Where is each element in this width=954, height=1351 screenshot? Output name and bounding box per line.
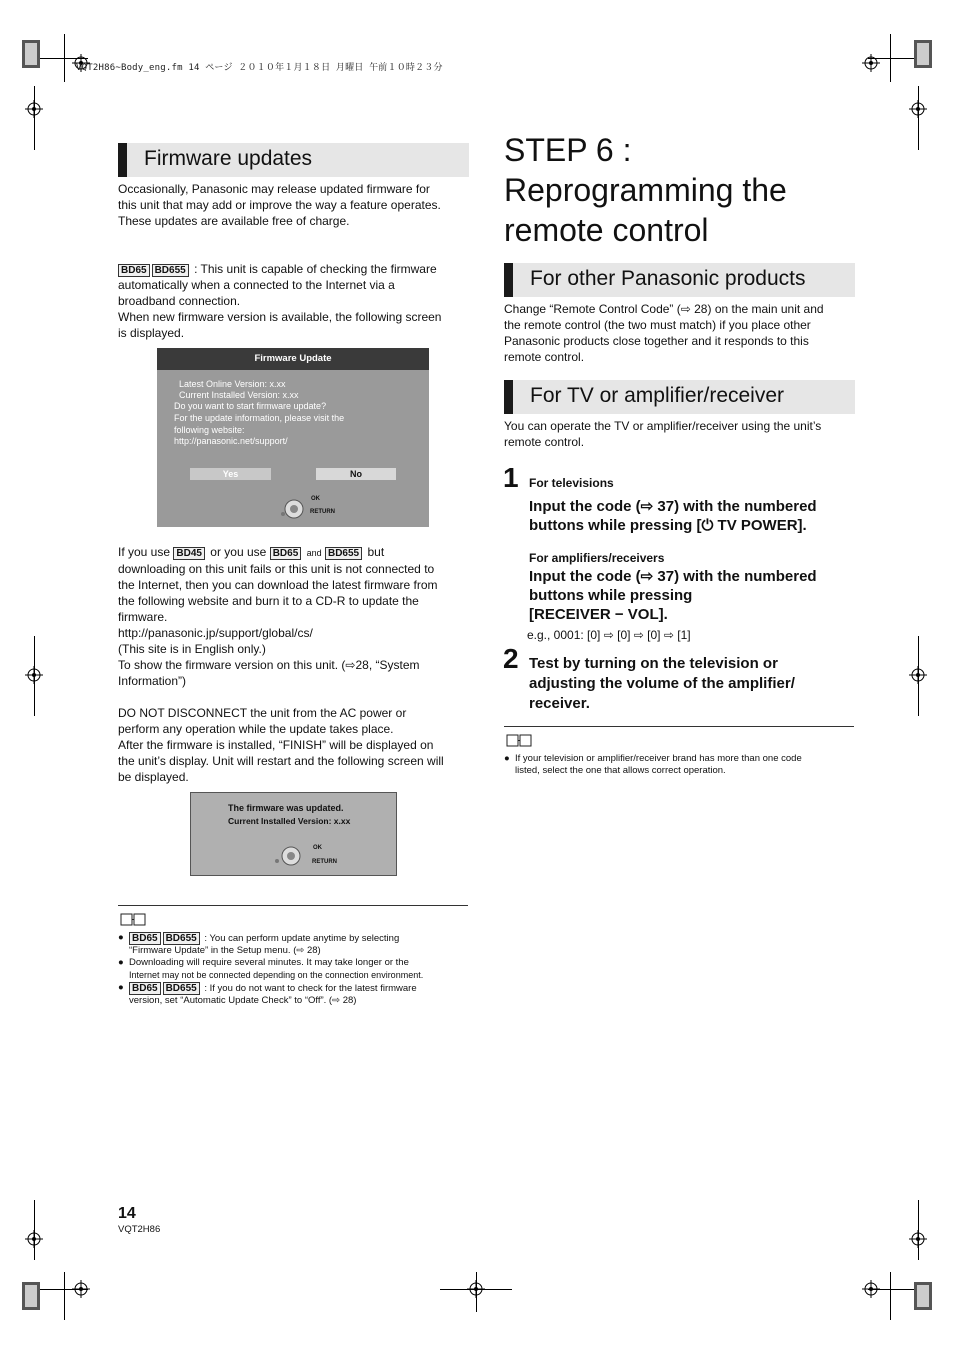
model-tag-bd65: BD65 [129, 932, 161, 945]
step-number-1: 1 [503, 462, 519, 493]
note-item: ● Downloading will require several minutes. It may take longer or the [118, 957, 409, 968]
dialog-line: For the update information, please visit the [174, 413, 345, 423]
section-heading-bar [504, 263, 513, 297]
registration-mark-icon [862, 54, 880, 72]
dialog-line: http://panasonic.net/support/ [174, 436, 288, 446]
step-number-2: 2 [503, 643, 519, 674]
model-tag-bd655: BD655 [163, 982, 200, 995]
dialog-line: following website: [174, 425, 245, 435]
model-tag-bd655: BD655 [152, 264, 189, 277]
notes-divider [504, 726, 854, 727]
registration-mark-icon [467, 1280, 485, 1298]
code-example: e.g., 0001: [0] ⇨ [0] ⇨ [0] ⇨ [1] [527, 628, 691, 642]
registration-mark-icon [25, 1230, 43, 1248]
registration-mark-icon [25, 100, 43, 118]
tv-instruction: Input the code (⇨ 37) with the numbered buttons while pressing [⏻ TV POWER]. [529, 498, 817, 534]
remote-notes: ● If your television or amplifier/receiver brand has more than one code listed, select the one that allows correct operation. [504, 753, 802, 776]
model-tag-bd65: BD65 [129, 982, 161, 995]
support-url: http://panasonic.jp/support/global/cs/ [118, 626, 313, 640]
registration-mark-icon [25, 666, 43, 684]
return-label: RETURN [312, 859, 337, 865]
color-bar-icon [914, 1282, 932, 1310]
ok-label: OK [311, 496, 320, 502]
manual-update-paragraph: If you use BD45 or you use BD65 and BD655 but downloading on this unit fails or this unit is not connected to the Internet, then you can download the latest firmware from the following website and burn it to a CD-R to update the firmware. http://panasonic.jp/support/global/cs/ (This site is in English only.) To show the firmware version on this unit. (⇨28, “System Information”) [118, 545, 438, 688]
intro-paragraph: Occasionally, Panasonic may release updated firmware for this unit that may add or improve the way a feature operates. These updates are available free of charge. [118, 182, 441, 228]
note-item: ● BD65 BD655 : If you do not want to check for the latest firmware [118, 982, 417, 994]
step2-instruction: Test by turning on the television or adjusting the volume of the amplifier/ receiver. [529, 655, 795, 712]
note-item: ● If your television or amplifier/receiver brand has more than one code [504, 753, 802, 764]
registration-mark-icon [909, 100, 927, 118]
updated-line-1: The firmware was updated. [228, 803, 344, 813]
firmware-update-dialog [157, 348, 429, 527]
step-title: STEP 6 : Reprogramming the remote control [504, 132, 787, 248]
section-title: Firmware updates [144, 147, 313, 170]
model-tag-bd655: BD655 [163, 932, 200, 945]
color-bar-icon [22, 40, 40, 68]
book-note-icon [506, 734, 532, 747]
navigation-dial-icon [273, 845, 305, 867]
book-note-icon [120, 913, 146, 926]
firmware-notes: ● BD65 BD655 : You can perform update anytime by selecting “Firmware Update” in the Setup menu. (⇨ 28) ● Downloading will require several minutes. It may take longer or the Internet may not be connected depending on the connection environment. ● BD65 BD655 : If you do not want to check for the latest firmware version, set “Automatic Update Check” to “Off”. (⇨ 28) [118, 932, 424, 1006]
page-number: 14 [118, 1205, 136, 1222]
dialog-line: Current Installed Version: x.xx [179, 390, 299, 400]
registration-mark-icon [909, 666, 927, 684]
registration-mark-icon [72, 1280, 90, 1298]
dialog-line: Do you want to start firmware update? [174, 401, 327, 411]
yes-button[interactable]: Yes [190, 468, 271, 480]
updated-line-2: Current Installed Version: x.xx [228, 816, 351, 826]
file-header-line: VQT2H86~Body_eng.fm 14 ページ ２０１０年１月１８日 月曜日 午前１０時２３分 [76, 63, 443, 73]
model-tag-bd65: BD65 [270, 547, 302, 560]
no-button[interactable]: No [316, 468, 396, 480]
registration-mark-icon [862, 1280, 880, 1298]
section-heading-bar [118, 143, 127, 177]
navigation-dial-icon [279, 498, 311, 520]
auto-check-paragraph: BD65 BD655 : This unit is capable of checking the firmware automatically when a connected to the Internet via a broadband connection. When new firmware version is available, the following screen is displayed. [118, 262, 442, 340]
panasonic-paragraph: Change “Remote Control Code” (⇨ 28) on the main unit and the remote control (the two must match) if you place other Panasonic products close together and it responds to this remote control. [504, 302, 824, 364]
note-item: ● BD65 BD655 : You can perform update anytime by selecting [118, 932, 400, 944]
color-bar-icon [22, 1282, 40, 1310]
tv-paragraph: You can operate the TV or amplifier/receiver using the unit’s remote control. [504, 419, 822, 449]
for-amplifiers-label: For amplifiers/receivers [529, 551, 665, 565]
section-heading-panasonic [504, 263, 855, 297]
for-televisions-label: For televisions [529, 476, 614, 490]
section-heading-bar [504, 380, 513, 414]
ok-label: OK [313, 845, 322, 851]
dialog-line: Latest Online Version: x.xx [179, 379, 286, 389]
section-title: For TV or amplifier/receiver [530, 384, 785, 407]
notes-divider [118, 905, 468, 906]
return-label: RETURN [310, 509, 335, 515]
model-tag-bd65: BD65 [118, 264, 150, 277]
amp-instruction: Input the code (⇨ 37) with the numbered buttons while pressing [RECEIVER − VOL]. [529, 568, 817, 623]
section-title: For other Panasonic products [530, 267, 806, 290]
model-tag-bd655: BD655 [325, 547, 362, 560]
color-bar-icon [914, 40, 932, 68]
section-heading-firmware [118, 143, 469, 177]
firmware-updated-screen [190, 792, 397, 876]
section-heading-tv [504, 380, 855, 414]
dialog-title: Firmware Update [157, 348, 429, 370]
registration-mark-icon [909, 1230, 927, 1248]
disconnect-warning-paragraph: DO NOT DISCONNECT the unit from the AC power or perform any operation while the update takes place. After the firmware is installed, “FINISH” will be displayed on the unit’s display. Unit will restart and the following screen will be displayed. [118, 706, 444, 784]
doc-code: VQT2H86 [118, 1224, 161, 1235]
model-tag-bd45: BD45 [173, 547, 205, 560]
